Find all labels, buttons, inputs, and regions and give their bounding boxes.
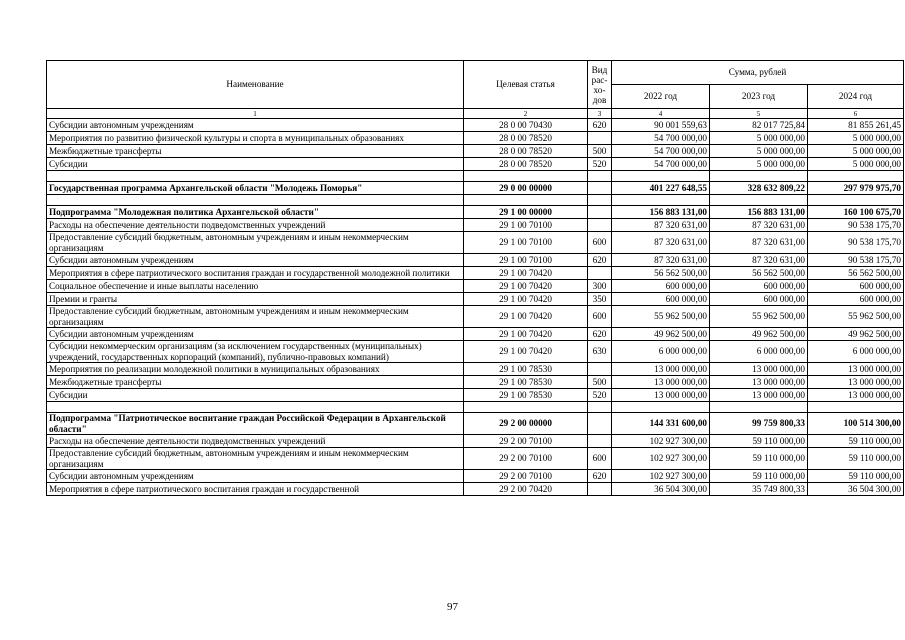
table-row (47, 448, 904, 470)
cell-2022: 401 227 648,55 (612, 182, 710, 195)
cell-target: 29 2 00 70100 (464, 470, 588, 483)
cell-vid (588, 435, 612, 448)
cell-name: Субсидии автономным учреждениям (47, 328, 464, 341)
cell-2023: 13 000 000,00 (710, 376, 808, 389)
cell-target: 29 0 00 00000 (464, 182, 588, 195)
header-2023: 2023 год (710, 85, 808, 109)
cell-2024: 56 562 500,00 (808, 267, 904, 280)
cell-2024: 59 110 000,00 (808, 470, 904, 483)
cell-2022: 36 504 300,00 (612, 483, 710, 496)
cell-2023: 35 749 800,33 (710, 483, 808, 496)
header-target: Целевая статья (464, 61, 588, 109)
cell-2023: 59 110 000,00 (710, 435, 808, 448)
empty-cell (588, 195, 612, 206)
cell-target: 28 0 00 78520 (464, 145, 588, 158)
cell-vid (588, 413, 612, 435)
cell-2022: 54 700 000,00 (612, 145, 710, 158)
cell-2023: 13 000 000,00 (710, 389, 808, 402)
cell-vid: 620 (588, 254, 612, 267)
cell-vid: 600 (588, 232, 612, 254)
cell-target: 29 1 00 70420 (464, 306, 588, 328)
table-row (47, 413, 904, 435)
table-row (47, 376, 904, 389)
table-row (47, 293, 904, 306)
table-row (47, 232, 904, 254)
cell-2024: 5 000 000,00 (808, 158, 904, 171)
cell-name: Субсидии автономным учреждениям (47, 470, 464, 483)
col-index: 3 (588, 109, 612, 119)
empty-cell (710, 195, 808, 206)
cell-name: Межбюджетные трансферты (47, 376, 464, 389)
table-row (47, 328, 904, 341)
table-row (47, 341, 904, 363)
cell-2022: 13 000 000,00 (612, 389, 710, 402)
cell-target: 29 1 00 00000 (464, 206, 588, 219)
cell-2023: 59 110 000,00 (710, 470, 808, 483)
cell-2022: 87 320 631,00 (612, 232, 710, 254)
table-row (47, 206, 904, 219)
table-row (47, 219, 904, 232)
empty-cell (710, 402, 808, 413)
cell-2022: 56 562 500,00 (612, 267, 710, 280)
cell-2022: 6 000 000,00 (612, 341, 710, 363)
cell-2024: 59 110 000,00 (808, 435, 904, 448)
cell-vid (588, 483, 612, 496)
header-name: Наименование (47, 61, 464, 109)
table-row (47, 182, 904, 195)
cell-vid (588, 182, 612, 195)
cell-2023: 5 000 000,00 (710, 158, 808, 171)
cell-name: Государственная программа Архангельской области "Молодежь Поморья" (47, 182, 464, 195)
table-row (47, 145, 904, 158)
cell-2023: 59 110 000,00 (710, 448, 808, 470)
table-row (47, 389, 904, 402)
cell-2024: 59 110 000,00 (808, 448, 904, 470)
table-row (47, 132, 904, 145)
cell-vid: 300 (588, 280, 612, 293)
cell-target: 29 1 00 78530 (464, 389, 588, 402)
cell-2024: 600 000,00 (808, 280, 904, 293)
cell-2023: 156 883 131,00 (710, 206, 808, 219)
blank-row (47, 402, 904, 413)
table-row (47, 306, 904, 328)
empty-cell (464, 195, 588, 206)
cell-vid: 600 (588, 306, 612, 328)
cell-name: Субсидии (47, 158, 464, 171)
table-row (47, 158, 904, 171)
table-row (47, 267, 904, 280)
cell-2023: 87 320 631,00 (710, 219, 808, 232)
cell-name: Премии и гранты (47, 293, 464, 306)
header-2024: 2024 год (808, 85, 904, 109)
cell-2022: 87 320 631,00 (612, 254, 710, 267)
cell-vid: 630 (588, 341, 612, 363)
empty-cell (808, 195, 904, 206)
empty-cell (808, 171, 904, 182)
cell-vid (588, 267, 612, 280)
page-number: 97 (447, 601, 458, 613)
cell-target: 29 1 00 70420 (464, 280, 588, 293)
cell-2024: 90 538 175,70 (808, 219, 904, 232)
cell-name: Расходы на обеспечение деятельности подведомственных учреждений (47, 219, 464, 232)
cell-target: 28 0 00 78520 (464, 158, 588, 171)
table-row (47, 363, 904, 376)
header-vid: Вид рас- хо- дов (588, 61, 612, 109)
cell-name: Мероприятия в сфере патриотического воспитания граждан и государственной (47, 483, 464, 496)
cell-2024: 5 000 000,00 (808, 145, 904, 158)
cell-2023: 6 000 000,00 (710, 341, 808, 363)
cell-name: Мероприятия по развитию физической культуры и спорта в муниципальных образованиях (47, 132, 464, 145)
cell-vid: 500 (588, 145, 612, 158)
cell-target: 29 2 00 70100 (464, 435, 588, 448)
cell-2023: 5 000 000,00 (710, 145, 808, 158)
cell-2024: 55 962 500,00 (808, 306, 904, 328)
cell-vid: 620 (588, 328, 612, 341)
cell-2022: 13 000 000,00 (612, 363, 710, 376)
cell-target: 29 1 00 70420 (464, 267, 588, 280)
empty-cell (808, 402, 904, 413)
cell-2022: 102 927 300,00 (612, 435, 710, 448)
table-row (47, 470, 904, 483)
cell-2024: 160 100 675,70 (808, 206, 904, 219)
cell-2023: 55 962 500,00 (710, 306, 808, 328)
cell-vid (588, 132, 612, 145)
cell-2024: 49 962 500,00 (808, 328, 904, 341)
col-index: 6 (808, 109, 904, 119)
cell-vid (588, 206, 612, 219)
empty-cell (612, 195, 710, 206)
cell-2022: 49 962 500,00 (612, 328, 710, 341)
cell-vid: 500 (588, 376, 612, 389)
header-sum: Сумма, рублей (612, 61, 904, 85)
col-index: 1 (47, 109, 464, 119)
blank-row (47, 171, 904, 182)
cell-target: 29 1 00 78530 (464, 363, 588, 376)
cell-2022: 54 700 000,00 (612, 132, 710, 145)
cell-vid (588, 363, 612, 376)
cell-2024: 297 979 975,70 (808, 182, 904, 195)
cell-2022: 102 927 300,00 (612, 448, 710, 470)
empty-cell (47, 171, 464, 182)
col-index: 2 (464, 109, 588, 119)
cell-name: Субсидии автономным учреждениям (47, 254, 464, 267)
cell-2022: 54 700 000,00 (612, 158, 710, 171)
cell-name: Социальное обеспечение и иные выплаты населению (47, 280, 464, 293)
cell-2023: 13 000 000,00 (710, 363, 808, 376)
empty-cell (612, 171, 710, 182)
cell-name: Межбюджетные трансферты (47, 145, 464, 158)
cell-2023: 99 759 800,33 (710, 413, 808, 435)
cell-2024: 90 538 175,70 (808, 232, 904, 254)
cell-2022: 144 331 600,00 (612, 413, 710, 435)
col-index: 5 (710, 109, 808, 119)
cell-2024: 13 000 000,00 (808, 363, 904, 376)
empty-cell (47, 402, 464, 413)
cell-2024: 600 000,00 (808, 293, 904, 306)
cell-2024: 13 000 000,00 (808, 389, 904, 402)
cell-2024: 100 514 300,00 (808, 413, 904, 435)
cell-2023: 49 962 500,00 (710, 328, 808, 341)
empty-cell (464, 402, 588, 413)
empty-cell (464, 171, 588, 182)
cell-vid: 600 (588, 448, 612, 470)
table-row (47, 280, 904, 293)
cell-2024: 6 000 000,00 (808, 341, 904, 363)
cell-2023: 5 000 000,00 (710, 132, 808, 145)
table-row (47, 435, 904, 448)
table-row (47, 254, 904, 267)
cell-target: 29 1 00 70100 (464, 232, 588, 254)
cell-vid: 520 (588, 389, 612, 402)
cell-2022: 600 000,00 (612, 280, 710, 293)
cell-target: 28 0 00 70430 (464, 119, 588, 132)
cell-vid: 620 (588, 119, 612, 132)
cell-2022: 87 320 631,00 (612, 219, 710, 232)
cell-vid: 620 (588, 470, 612, 483)
cell-2022: 156 883 131,00 (612, 206, 710, 219)
cell-target: 29 1 00 78530 (464, 376, 588, 389)
empty-cell (588, 402, 612, 413)
header-2022: 2022 год (612, 85, 710, 109)
table-body (47, 119, 904, 496)
cell-name: Расходы на обеспечение деятельности подведомственных учреждений (47, 435, 464, 448)
cell-2024: 81 855 261,45 (808, 119, 904, 132)
cell-2023: 82 017 725,84 (710, 119, 808, 132)
cell-target: 29 1 00 70100 (464, 254, 588, 267)
cell-name: Подпрограмма "Патриотическое воспитание граждан Российской Федерации в Архангельской области" (47, 413, 464, 435)
cell-name: Предоставление субсидий бюджетным, автономным учреждениям и иным некоммерческим организациям (47, 306, 464, 328)
cell-2024: 13 000 000,00 (808, 376, 904, 389)
cell-target: 29 2 00 00000 (464, 413, 588, 435)
cell-target: 29 2 00 70100 (464, 448, 588, 470)
cell-2024: 5 000 000,00 (808, 132, 904, 145)
empty-cell (612, 402, 710, 413)
cell-name: Субсидии некоммерческим организациям (за исключением государственных (муниципальных) учреждений, государственных корпораций (компаний), публично-правовых компаний) (47, 341, 464, 363)
cell-name: Мероприятия в сфере патриотического воспитания граждан и государственной молодежной политики (47, 267, 464, 280)
cell-name: Мероприятия по реализации молодежной политики в муниципальных образованиях (47, 363, 464, 376)
cell-target: 29 2 00 70420 (464, 483, 588, 496)
table-row (47, 119, 904, 132)
cell-vid (588, 219, 612, 232)
cell-2024: 90 538 175,70 (808, 254, 904, 267)
budget-table (46, 60, 904, 496)
cell-2022: 102 927 300,00 (612, 470, 710, 483)
empty-cell (588, 171, 612, 182)
cell-2022: 13 000 000,00 (612, 376, 710, 389)
cell-2024: 36 504 300,00 (808, 483, 904, 496)
empty-cell (710, 171, 808, 182)
cell-2023: 87 320 631,00 (710, 254, 808, 267)
blank-row (47, 195, 904, 206)
cell-target: 29 1 00 70420 (464, 341, 588, 363)
cell-name: Предоставление субсидий бюджетным, автономным учреждениям и иным некоммерческим организациям (47, 448, 464, 470)
cell-2023: 600 000,00 (710, 293, 808, 306)
cell-target: 29 1 00 70420 (464, 293, 588, 306)
cell-2022: 600 000,00 (612, 293, 710, 306)
table-row (47, 483, 904, 496)
cell-2023: 87 320 631,00 (710, 232, 808, 254)
cell-vid: 520 (588, 158, 612, 171)
empty-cell (47, 195, 464, 206)
cell-2023: 56 562 500,00 (710, 267, 808, 280)
cell-target: 29 1 00 70100 (464, 219, 588, 232)
cell-vid: 350 (588, 293, 612, 306)
cell-target: 29 1 00 70420 (464, 328, 588, 341)
cell-target: 28 0 00 78520 (464, 132, 588, 145)
cell-2022: 55 962 500,00 (612, 306, 710, 328)
cell-name: Субсидии автономным учреждениям (47, 119, 464, 132)
col-index: 4 (612, 109, 710, 119)
cell-2023: 328 632 809,22 (710, 182, 808, 195)
cell-name: Подпрограмма "Молодежная политика Архангельской области" (47, 206, 464, 219)
cell-name: Субсидии (47, 389, 464, 402)
cell-2023: 600 000,00 (710, 280, 808, 293)
cell-2022: 90 001 559,63 (612, 119, 710, 132)
cell-name: Предоставление субсидий бюджетным, автономным учреждениям и иным некоммерческим организациям (47, 232, 464, 254)
